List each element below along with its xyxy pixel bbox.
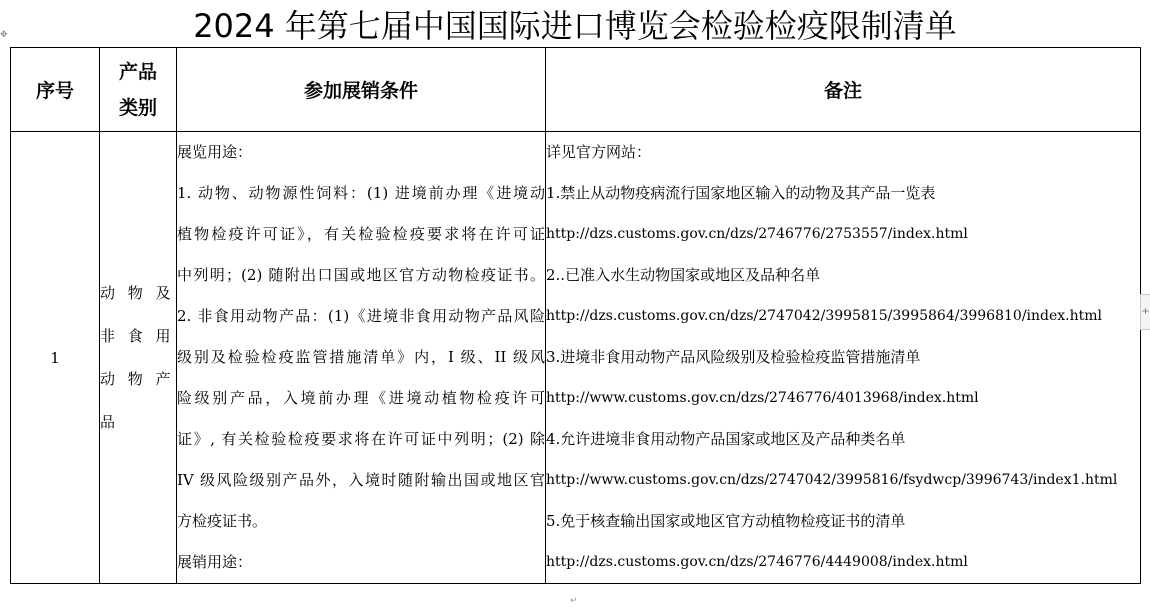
remark-item-title: 1.禁止从动物疫病流行国家地区输入的动物及其产品一览表 xyxy=(546,184,936,202)
remark-item-title: 4.允许进境非食用动物产品国家或地区及产品种类名单 xyxy=(546,430,906,448)
table-header-row xyxy=(11,48,1141,132)
condition-line: 级别及检验检疫监管措施清单》内，I 级、II 级风 xyxy=(177,348,545,366)
table-move-handle-icon[interactable]: ✥ xyxy=(0,30,8,40)
remark-link[interactable]: http://www.customs.gov.cn/dzs/2746776/4013968/index.html xyxy=(546,390,979,406)
remark-intro: 详见官方网站： xyxy=(546,143,652,161)
condition-line: 方检疫证书。 xyxy=(177,512,268,530)
row-conditions xyxy=(177,132,546,584)
condition-line: 2. 非食用动物产品：(1)《进境非食用动物产品风险 xyxy=(177,307,545,325)
document-title: 2024 年第七届中国国际进口博览会检验检疫限制清单 xyxy=(193,7,957,45)
condition-line: 1. 动物、动物源性饲料：(1) 进境前办理《进境动 xyxy=(177,184,545,202)
add-row-handle-icon[interactable]: + xyxy=(1140,294,1150,330)
header-number: 序号 xyxy=(11,48,100,132)
header-category xyxy=(100,48,177,132)
header-category-line2: 类别 xyxy=(118,96,157,119)
row-number: 1 xyxy=(11,132,100,584)
remark-item-title: 3.进境非食用动物产品风险级别及检验检疫监管措施清单 xyxy=(546,348,921,366)
remark-item-title: 5.免于核查输出国家或地区官方动植物检疫证书的清单 xyxy=(546,512,906,530)
condition-line: 展销用途： xyxy=(177,553,253,571)
row-remarks xyxy=(546,132,1141,584)
header-remarks: 备注 xyxy=(546,48,1141,132)
remark-link[interactable]: http://dzs.customs.gov.cn/dzs/2746776/2753557/index.html xyxy=(546,226,968,242)
category-line: 动 物 产 xyxy=(100,369,175,388)
restriction-table xyxy=(10,47,1141,584)
condition-line: IV 级风险级别产品外，入境时随附输出国或地区官 xyxy=(177,471,545,489)
remark-link[interactable]: http://dzs.customs.gov.cn/dzs/2747042/3995815/3995864/3996810/index.html xyxy=(546,308,1103,324)
table-row xyxy=(11,132,1141,584)
condition-line: 中列明；(2) 随附出口国或地区官方动物检疫证书。 xyxy=(177,266,545,284)
condition-line: 证》, 有关检验检疫要求将在许可证中列明；(2) 除 xyxy=(177,430,545,448)
remark-link[interactable]: http://dzs.customs.gov.cn/dzs/2746776/4449008/index.html xyxy=(546,554,968,570)
header-conditions: 参加展销条件 xyxy=(177,48,546,132)
category-line: 非 食 用 xyxy=(100,326,175,345)
row-category xyxy=(100,132,177,584)
condition-line: 展览用途： xyxy=(177,143,253,161)
category-line: 品 xyxy=(100,412,120,431)
header-category-line1: 产品 xyxy=(118,60,157,83)
remark-link[interactable]: http://www.customs.gov.cn/dzs/2747042/3995816/fsydwcp/3996743/index1.html xyxy=(546,472,1118,488)
paragraph-mark-icon: ↵ xyxy=(570,596,578,606)
remark-item-title: 2..已准入水生动物国家或地区及品种名单 xyxy=(546,266,821,284)
category-line: 动 物 及 xyxy=(100,283,175,302)
condition-line: 植物检疫许可证》，有关检验检疫要求将在许可证 xyxy=(177,225,545,243)
condition-line: 险级别产品，入境前办理《进境动植物检疫许可 xyxy=(177,389,545,407)
